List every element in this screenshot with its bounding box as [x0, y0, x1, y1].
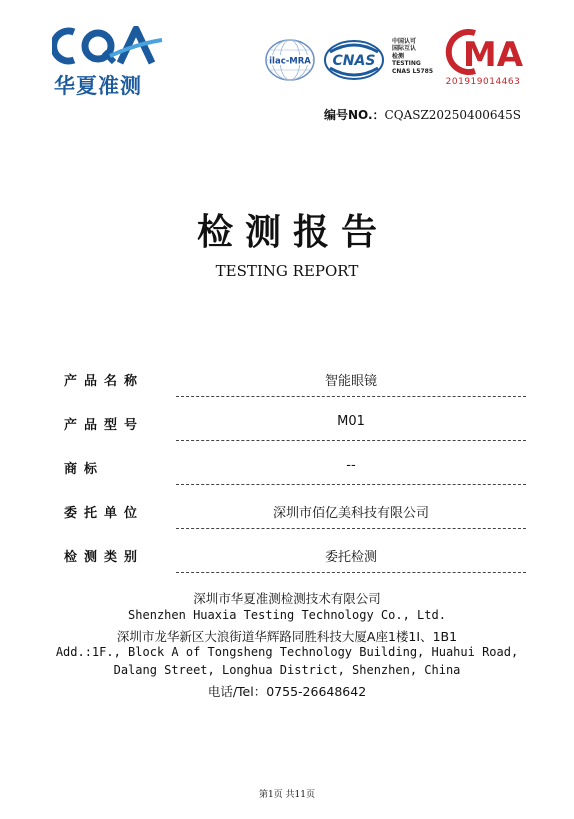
info-value: 深圳市佰亿美科技有限公司: [272, 506, 429, 521]
ilac-mra-text: ilac-MRA: [269, 56, 311, 67]
cnas-text-line: TESTING: [392, 60, 421, 68]
cnas-text-mark: CNAS: [332, 53, 376, 69]
info-row-product-model: [64, 414, 526, 458]
info-label: 检测类别: [64, 550, 145, 565]
page-number: 第1页 共11页: [258, 790, 316, 800]
info-row-trademark: [64, 458, 526, 502]
cnas-icon: [324, 40, 384, 80]
info-label: 产品型号: [64, 418, 145, 433]
cnas-text-line: CNAS L5785: [392, 67, 434, 75]
ilac-mra-logo: [264, 38, 316, 82]
cqa-logo: [52, 26, 164, 96]
info-row-product-name: [64, 370, 526, 414]
dashed-divider: [176, 572, 526, 573]
report-number-label: 编号NO.：: [324, 108, 385, 122]
cnas-text-line: 国际互认: [392, 45, 417, 53]
company-address-en-line2: Dalang Street, Longhua District, Shenzhen, China: [113, 663, 461, 677]
dashed-divider: [176, 440, 526, 441]
cma-icon: [443, 29, 523, 75]
dashed-divider: [176, 484, 526, 485]
cnas-text-line: 检测: [392, 52, 405, 60]
company-name-cn: 深圳市华夏准测检测技术有限公司: [193, 591, 381, 606]
company-name-en: Shenzhen Huaxia Testing Technology Co., Ltd.: [128, 608, 446, 622]
cnas-logo: [324, 40, 384, 80]
company-phone: 电话/Tel：0755-26648642: [207, 684, 367, 699]
info-label: 委托单位: [64, 506, 145, 521]
cma-number: 201919014463: [445, 77, 521, 87]
report-number-value: CQASZ20250400645S: [384, 108, 521, 122]
cma-logo: [443, 29, 523, 89]
report-number: [324, 106, 554, 123]
cma-text-mark: MA: [462, 35, 523, 75]
dashed-divider: [176, 396, 526, 397]
info-value: M01: [337, 414, 365, 429]
page-subtitle: TESTING REPORT: [215, 262, 359, 280]
info-row-test-type: [64, 546, 526, 590]
info-value: 委托检测: [324, 550, 377, 565]
page-title: 检测报告: [196, 212, 389, 253]
info-value: 智能眼镜: [324, 374, 377, 389]
cqa-letters-icon: [52, 26, 164, 66]
dashed-divider: [176, 528, 526, 529]
info-value: --: [346, 458, 356, 473]
cqa-chinese-name: 华夏准测: [54, 74, 142, 98]
info-label: 商标: [64, 462, 105, 477]
company-address-en-line1: Add.:1F., Block A of Tongsheng Technology Building, Huahui Road,: [55, 645, 519, 659]
company-address-cn: 深圳市龙华新区大浪街道华辉路同胜科技大厦A座1楼1I、1B1: [116, 629, 458, 644]
info-label: 产品名称: [64, 374, 145, 389]
info-row-client: [64, 502, 526, 546]
cnas-accreditation-text: [392, 38, 440, 75]
ilac-mra-icon: [264, 38, 316, 82]
cnas-text-line: 中国认可: [392, 38, 417, 45]
